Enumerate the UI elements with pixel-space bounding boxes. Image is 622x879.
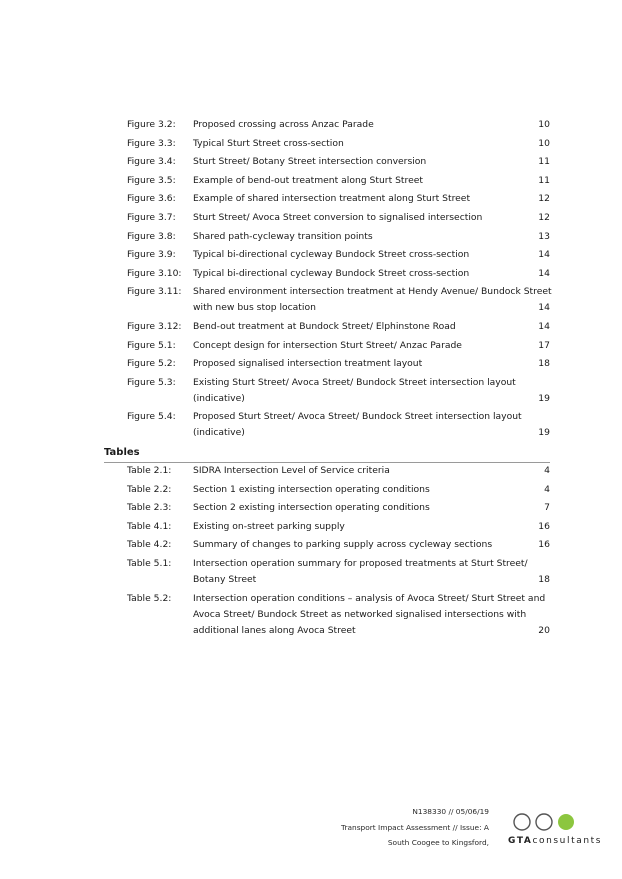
table-title: Intersection operation conditions – analysis of Avoca Street/ Sturt Street and (193, 592, 546, 604)
tables-heading-rule (104, 462, 550, 463)
table-number: Table 5.1: (127, 558, 172, 569)
table-entry (0, 556, 622, 588)
figure-title: Example of shared intersection treatment along Sturt Street (193, 193, 471, 205)
table-page-number: 4 (544, 483, 550, 495)
figure-entry (0, 173, 622, 189)
figure-page-number: 11 (538, 156, 550, 168)
figure-title: Concept design for intersection Sturt Street/ Anzac Parade (193, 339, 462, 351)
table-title: Summary of changes to parking supply across cycleway sections (193, 539, 493, 551)
figure-number: Figure 5.3: (127, 376, 176, 388)
figure-number: Figure 3.5: (127, 174, 176, 186)
figure-title: Proposed crossing across Anzac Parade (193, 119, 374, 130)
table-title: Existing on-street parking supply (193, 520, 345, 532)
figure-title: Sturt Street/ Avoca Street conversion to signalised intersection (193, 212, 483, 223)
figure-title: (indicative) (193, 392, 245, 404)
figure-page-number: 11 (538, 174, 550, 186)
figure-entry (0, 229, 622, 245)
figure-entry (0, 191, 622, 207)
figure-title: Proposed signalised intersection treatment layout (193, 358, 423, 370)
table-title: SIDRA Intersection Level of Service criteria (193, 465, 390, 476)
figure-title: Typical Sturt Street cross-section (193, 137, 344, 149)
figure-title: (indicative) (193, 427, 245, 439)
logo-ring-middle (536, 814, 552, 830)
figure-title: Typical bi-directional cycleway Bundock Street cross-section (193, 267, 470, 279)
figure-title: Example of bend-out treatment along Sturt Street (193, 174, 424, 186)
figure-entry (0, 409, 622, 441)
figure-number: Figure 5.1: (127, 339, 176, 351)
table-entry (0, 591, 622, 639)
figure-entry (0, 338, 622, 354)
figure-entry (0, 247, 622, 263)
figure-title: Sturt Street/ Botany Street intersection conversion (193, 156, 427, 168)
table-title: Avoca Street/ Bundock Street as networked signalised intersections with (193, 608, 527, 620)
table-page-number: 18 (538, 574, 550, 585)
logo-dot-green (558, 814, 574, 830)
logo-ring-left (514, 814, 530, 830)
figure-title: Typical bi-directional cycleway Bundock Street cross-section (193, 249, 470, 261)
figure-number: Figure 3.12: (127, 321, 182, 332)
figure-number: Figure 3.10: (127, 267, 182, 279)
tables-heading: Tables (104, 447, 140, 458)
table-page-number: 16 (538, 520, 550, 532)
table-number: Table 2.2: (127, 483, 172, 495)
figure-entry (0, 266, 622, 282)
gta-consultants-logo (508, 810, 608, 850)
figure-entry (0, 375, 622, 407)
table-number: Table 2.1: (127, 465, 172, 476)
table-page-number: 16 (538, 539, 550, 551)
figure-entry (0, 154, 622, 170)
figure-number: Figure 3.3: (127, 137, 176, 149)
table-number: Table 4.1: (127, 520, 172, 532)
table-title: Section 1 existing intersection operating conditions (193, 483, 430, 495)
figure-page-number: 12 (538, 212, 550, 223)
figure-page-number: 12 (538, 193, 550, 205)
figure-page-number: 10 (538, 137, 550, 149)
table-title: Intersection operation summary for proposed treatments at Sturt Street/ (193, 558, 528, 569)
figure-entry (0, 117, 622, 133)
figure-number: Figure 3.8: (127, 230, 176, 242)
figure-page-number: 14 (538, 267, 550, 279)
figure-number: Figure 5.4: (127, 411, 176, 423)
figure-title: Shared environment intersection treatment at Hendy Avenue/ Bundock Street (193, 286, 552, 298)
svg-text:GTAconsultants: GTAconsultants (508, 836, 603, 846)
table-page-number: 4 (544, 465, 550, 476)
table-entry (0, 463, 622, 479)
figure-title: Proposed Sturt Street/ Avoca Street/ Bundock Street intersection layout (193, 411, 522, 423)
table-entry (0, 500, 622, 516)
table-entry (0, 482, 622, 498)
figure-page-number: 14 (538, 302, 550, 314)
table-entry (0, 537, 622, 553)
figure-entry (0, 319, 622, 335)
table-page-number: 7 (544, 502, 550, 514)
table-page-number: 20 (538, 624, 550, 636)
table-title: Botany Street (193, 574, 257, 585)
table-title: Section 2 existing intersection operating conditions (193, 502, 430, 514)
figure-page-number: 14 (538, 321, 550, 332)
figure-page-number: 18 (538, 358, 550, 370)
figure-number: Figure 3.7: (127, 212, 176, 223)
figure-page-number: 17 (538, 339, 550, 351)
figure-page-number: 13 (538, 230, 550, 242)
figure-title: with new bus stop location (193, 302, 316, 314)
footer-report-title: Transport Impact Assessment // Issue: A (341, 823, 489, 832)
figure-page-number: 19 (538, 427, 550, 439)
figure-title: Shared path-cycleway transition points (193, 230, 373, 242)
figure-title: Bend-out treatment at Bundock Street/ Elphinstone Road (193, 321, 456, 332)
figure-number: Figure 3.4: (127, 156, 176, 168)
figure-entry (0, 356, 622, 372)
footer-project-ref: N138330 // 05/06/19 (412, 807, 489, 816)
table-number: Table 2.3: (127, 502, 172, 514)
table-entry (0, 519, 622, 535)
figure-number: Figure 3.9: (127, 249, 176, 261)
figure-page-number: 10 (538, 119, 550, 130)
table-number: Table 5.2: (127, 592, 172, 604)
table-title: additional lanes along Avoca Street (193, 624, 356, 636)
figure-entry (0, 210, 622, 226)
figure-entry (0, 284, 622, 316)
figure-entry (0, 136, 622, 152)
figure-number: Figure 3.11: (127, 286, 182, 298)
figure-number: Figure 3.2: (127, 119, 176, 130)
footer-location: South Coogee to Kingsford, (387, 838, 489, 847)
figure-page-number: 14 (538, 249, 550, 261)
figure-page-number: 19 (538, 392, 550, 404)
table-number: Table 4.2: (127, 539, 172, 551)
figure-title: Existing Sturt Street/ Avoca Street/ Bundock Street intersection layout (193, 376, 516, 388)
figure-number: Figure 3.6: (127, 193, 176, 205)
figure-number: Figure 5.2: (127, 358, 176, 370)
